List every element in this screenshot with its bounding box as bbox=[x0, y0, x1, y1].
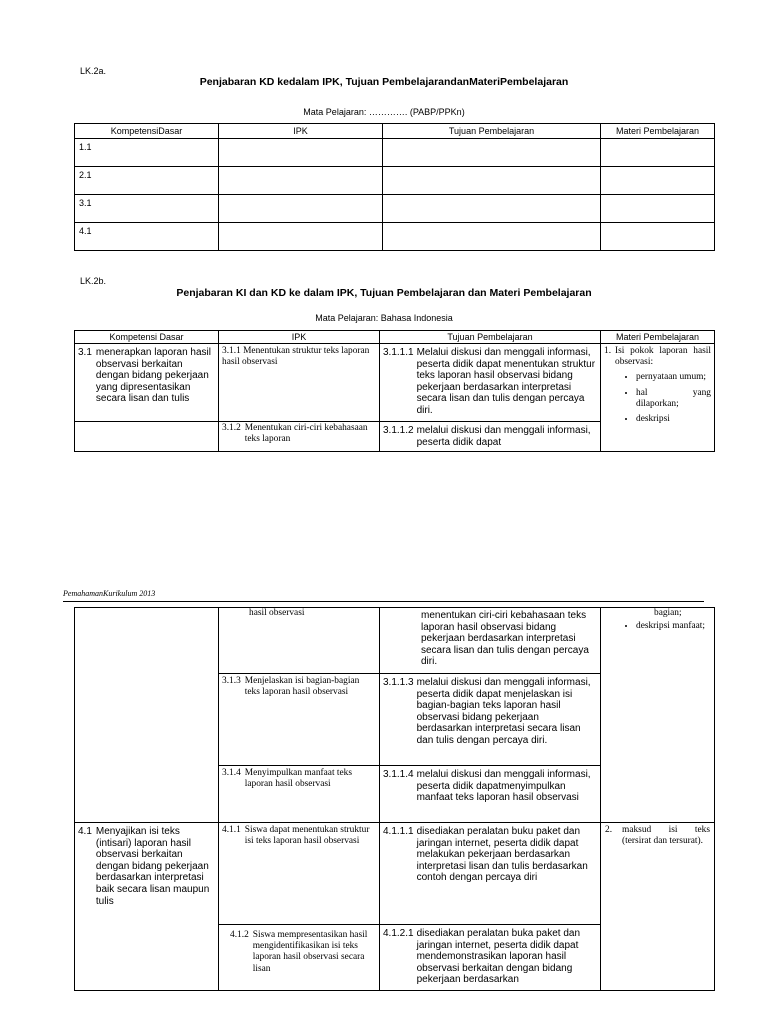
materi-1-number: 1. bbox=[604, 346, 612, 356]
tp-3-1-1-4-text: melalui diskusi dan menggali informasi, peserta didik dapatmenyimpulkan manfaat teks laporan hasil observasi bbox=[416, 769, 591, 804]
lk2b-subject: Mata Pelajaran: Bahasa Indonesia bbox=[315, 313, 453, 323]
ipk-4-1-1-text: Siswa dapat menentukan struktur isi teks laporan hasil observasi bbox=[244, 825, 370, 847]
tp-3-1-1-3-number: 3.1.1.3 bbox=[383, 677, 414, 688]
materi-1-text: Isi pokok laporan hasil observasi: bbox=[615, 346, 711, 368]
kd-4-1-text: Menyajikan isi teks (intisari) laporan hasil observasi berkaitan dengan bidang pekerjaan berdasarkan interpretasi baik secara lisan maupun tulis bbox=[95, 826, 210, 907]
tp-4-1-1-1-cell bbox=[380, 823, 601, 925]
ipk-3-1-3-text: Menjelaskan isi bagian-bagian teks laporan hasil observasi bbox=[244, 676, 360, 698]
lk2a-cell bbox=[219, 139, 383, 167]
lk2a-cell bbox=[383, 195, 601, 223]
ipk-3-1-1-cell bbox=[219, 344, 380, 422]
ipk-3-1-4-number: 3.1.4 bbox=[222, 768, 241, 778]
continued-table bbox=[74, 607, 715, 991]
materi-cont-item: • deskripsi manfaat; bbox=[636, 621, 711, 632]
kd-3-1-text: menerapkan laporan hasil observasi berkaitan dengan bidang pekerjaan yang dipresentasikan secara lisan dan tulis bbox=[95, 347, 211, 405]
ipk-4-1-1-cell bbox=[219, 823, 380, 925]
lk2a-title: Penjabaran KD kedalam IPK, Tujuan PembelajarandanMateriPembelajaran bbox=[199, 76, 569, 88]
kd-4-1-number: 4.1 bbox=[78, 826, 92, 837]
lk2a-cell bbox=[219, 223, 383, 251]
tp-3-1-1-4-number: 3.1.1.4 bbox=[383, 769, 414, 780]
lk2b-header-tujuan: Tujuan Pembelajaran bbox=[380, 331, 601, 344]
kd-3-1-number: 3.1 bbox=[78, 347, 92, 358]
lk2a-cell bbox=[219, 195, 383, 223]
tp-3-1-1-3-text: melalui diskusi dan menggali informasi, peserta didik dapat menjelaskan isi bagian-bagian teks laporan hasil observasi bidang pekerjaan berdasarkan interpretasi secara lisan dan tulis dengan percaya diri. bbox=[416, 677, 591, 746]
materi-1-cell bbox=[601, 344, 715, 452]
ipk-4-1-1-number: 4.1.1 bbox=[222, 825, 241, 835]
lk2a-row-kd: 1.1 bbox=[75, 139, 219, 167]
ipk-3-1-4-cell bbox=[219, 766, 380, 823]
tp-3-1-1-1-number: 3.1.1.1 bbox=[383, 347, 414, 358]
ipk-3-1-1-number: 3.1.1 bbox=[222, 346, 241, 356]
tp-4-1-1-1-text: disediakan peralatan buku paket dan jaringan internet, peserta didik dapat melakukan pekerjaan berdasarkan interpretasi lisan dan tulis berdasarkan contoh dengan percaya diri bbox=[416, 826, 588, 884]
lk2a-cell bbox=[601, 167, 715, 195]
tp-4-1-2-1-text: disediakan peralatan buka paket dan jaringan internet, peserta didik dapat mendemonstrasikan laporan hasil observasi berkaitan dengan bidang pekerjaan berdasarkan bbox=[416, 928, 581, 986]
materi-cont-cell bbox=[601, 608, 715, 823]
tp-4-1-2-1-cell bbox=[380, 925, 601, 991]
lk2b-header-kd: Kompetensi Dasar bbox=[75, 331, 219, 344]
lk2a-cell bbox=[383, 223, 601, 251]
tp-3-1-1-4-cell bbox=[380, 766, 601, 823]
lk2a-cell bbox=[383, 167, 601, 195]
lk2a-table bbox=[74, 123, 715, 251]
tp-3-1-1-3-cell bbox=[380, 674, 601, 766]
lk2b-table bbox=[74, 330, 715, 452]
ipk-3-1-3-number: 3.1.3 bbox=[222, 676, 241, 686]
lk2a-row-kd: 2.1 bbox=[75, 167, 219, 195]
tp-3-1-1-1-text: Melalui diskusi dan menggali informasi, peserta didik dapat menentukan struktur teks laporan hasil observasi bidang pekerjaan berdasarkan interpretasi secara lisan dan tulis dengan percaya diri. bbox=[416, 347, 596, 416]
lk2b-label: LK.2b. bbox=[80, 276, 107, 286]
lk2b-header-materi: Materi Pembelajaran bbox=[601, 331, 715, 344]
materi-2-text: maksud isi teks (tersirat dan tersurat). bbox=[622, 825, 710, 847]
tp-3-1-2-text: melalui diskusi dan menggali informasi, peserta didik dapat bbox=[416, 425, 591, 448]
footer-rule bbox=[63, 601, 704, 602]
tp-4-1-2-1-number: 4.1.2.1 bbox=[383, 928, 414, 939]
lk2a-cell bbox=[601, 223, 715, 251]
ipk-3-1-2-cell bbox=[219, 422, 380, 452]
lk2a-header-ipk: IPK bbox=[219, 124, 383, 139]
materi-1-item: • hal yang dilaporkan; bbox=[636, 388, 711, 410]
lk2a-row-kd: 4.1 bbox=[75, 223, 219, 251]
lk2a-label: LK.2a. bbox=[80, 66, 107, 76]
lk2a-header-tujuan: Tujuan Pembelajaran bbox=[383, 124, 601, 139]
tp-3-1-2-number: 3.1.1.2 bbox=[383, 425, 414, 436]
kd-empty-cell bbox=[75, 608, 219, 823]
kd-3-1-cell bbox=[75, 344, 219, 422]
materi-cont-item: bagian; bbox=[654, 608, 682, 618]
ipk-4-1-2-number: 4.1.2 bbox=[230, 930, 249, 940]
kd-empty-cell bbox=[75, 422, 219, 452]
lk2a-cell bbox=[383, 139, 601, 167]
ipk-3-1-4-text: Menyimpulkan manfaat teks laporan hasil observasi bbox=[244, 768, 353, 790]
lk2a-subject: Mata Pelajaran: …………. (PABP/PPKn) bbox=[303, 107, 465, 117]
ipk-3-1-2-number: 3.1.2 bbox=[222, 423, 241, 433]
lk2b-header-ipk: IPK bbox=[219, 331, 380, 344]
lk2a-cell bbox=[601, 139, 715, 167]
lk2a-header-kd: KompetensiDasar bbox=[75, 124, 219, 139]
tp-4-1-1-1-number: 4.1.1.1 bbox=[383, 826, 414, 837]
lk2b-title: Penjabaran KI dan KD ke dalam IPK, Tujuan Pembelajaran dan Materi Pembelajaran bbox=[176, 287, 592, 299]
materi-1-item: • deskripsi bbox=[636, 414, 711, 425]
materi-2-cell bbox=[601, 823, 715, 991]
lk2a-cell bbox=[219, 167, 383, 195]
lk2a-header-materi: Materi Pembelajaran bbox=[601, 124, 715, 139]
lk2a-cell bbox=[601, 195, 715, 223]
tp-3-1-2-cell bbox=[380, 422, 601, 452]
kd-4-1-cell bbox=[75, 823, 219, 991]
materi-2-number: 2. bbox=[605, 825, 613, 835]
ipk-4-1-2-text: Siswa mempresentasikan hasil mengidentifikasikan isi teks laporan hasil observasi secara lisan bbox=[252, 930, 368, 974]
ipk-3-1-2-tail: hasil observasi bbox=[219, 608, 380, 674]
tp-3-1-1-1-cell bbox=[380, 344, 601, 422]
ipk-3-1-2-text: Menentukan ciri-ciri kebahasaan teks laporan bbox=[244, 423, 368, 445]
ipk-3-1-3-cell bbox=[219, 674, 380, 766]
ipk-3-1-1-text: Menentukan struktur teks laporan hasil observasi bbox=[222, 346, 370, 368]
tp-3-1-2-tail: menentukan ciri-ciri kebahasaan teks laporan hasil observasi bidang pekerjaan berdasarkan interpretasi secara lisan dan tulis dengan percaya diri. bbox=[380, 608, 601, 674]
ipk-4-1-2-cell bbox=[219, 925, 380, 991]
lk2a-row-kd: 3.1 bbox=[75, 195, 219, 223]
page-footer: PemahamanKurikulum 2013 bbox=[63, 589, 156, 598]
materi-1-item: • pernyataan umum; bbox=[636, 372, 711, 383]
